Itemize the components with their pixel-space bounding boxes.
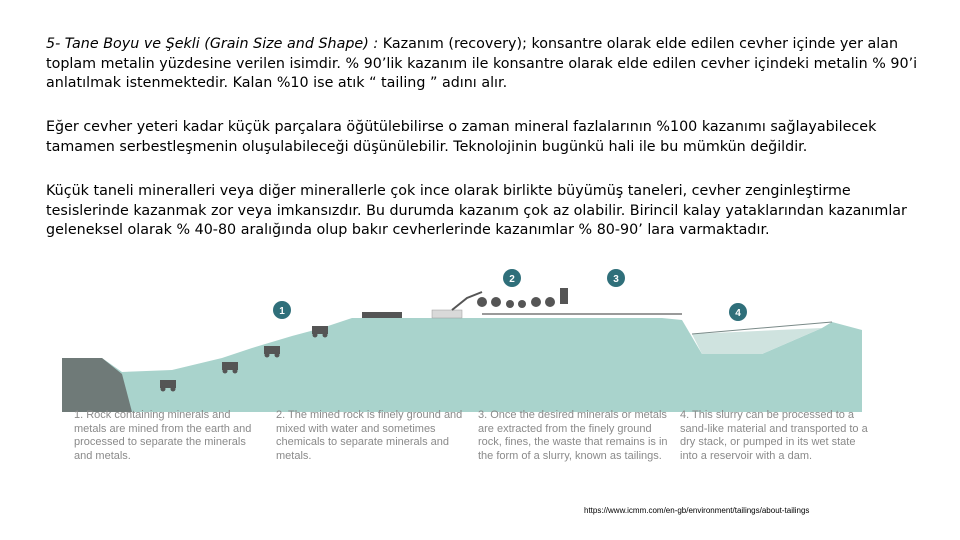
step-marker-3 — [607, 269, 625, 287]
step-marker-4 — [729, 303, 747, 321]
caption-step-1: 1. Rock containing minerals and metals are mined from the earth and processed to separate the minerals and metals. — [74, 409, 252, 462]
open-pit-rock — [62, 358, 132, 412]
paragraph-fine-grains: Küçük taneli mineralleri veya diğer minerallerle çok ince olarak birlikte büyümüş taneleri, cevher zenginleştirme tesislerinde kazanmak zor veya imkansızdır. Bu durumda kazanım çok az olabilir. Birincil kalay yataklarından kazanımlar geleneksel olarak % 40-80 aralığında olup bakır cevherlerinde kazanımlar % 80-90’ lara varmaktadır. — [46, 183, 907, 238]
step-marker-3-label: 3 — [613, 274, 619, 285]
caption-step-2: 2. The mined rock is finely ground and mixed with water and sometimes chemicals to separate minerals and metals. — [276, 409, 463, 462]
paragraph-liberation: Eğer cevher yeteri kadar küçük parçalara öğütülebilirse o zaman mineral fazlalarının %100 kazanımı sağlayabilecek tamamen serbestleşmenin oluşulabileceği düşünülebilir. Teknolojinin bugünkü hali ile bu mümkün değildir. — [46, 119, 877, 155]
step-marker-1 — [273, 301, 291, 319]
section-heading: 5- Tane Boyu ve Şekli (Grain Size and Shape) : — [46, 36, 379, 52]
step-marker-2-label: 2 — [509, 274, 515, 285]
step-marker-4-label: 4 — [735, 308, 741, 319]
step-marker-2 — [503, 269, 521, 287]
paragraph-recovery-body: Kazanım (recovery); konsantre olarak elde edilen cevher içinde yer alan toplam metalin yüzdesine verilen isimdir. % 90’lik kazanım ile konsantre olarak elde edilen cevher içindeki metalin % 90’i anlatılmak istenmektedir. Kalan %10 ise atık “ tailing ” adını alır. — [46, 36, 918, 91]
paragraph-recovery — [46, 35, 926, 94]
processing-plant-icon — [362, 288, 682, 318]
source-url: https://www.icmm.com/en-gb/environment/tailings/about-tailings — [584, 506, 810, 515]
tailings-process-illustration — [62, 262, 862, 412]
caption-step-4: 4. This slurry can be processed to a sand-like material and transported to a dry stack, or pumped in its wet state into a reservoir with a dam. — [680, 409, 868, 462]
step-marker-1-label: 1 — [279, 306, 285, 317]
caption-step-3: 3. Once the desired minerals or metals are extracted from the finely ground rock, fines, the waste that remains is in the form of a slurry, known as tailings. — [478, 409, 668, 462]
